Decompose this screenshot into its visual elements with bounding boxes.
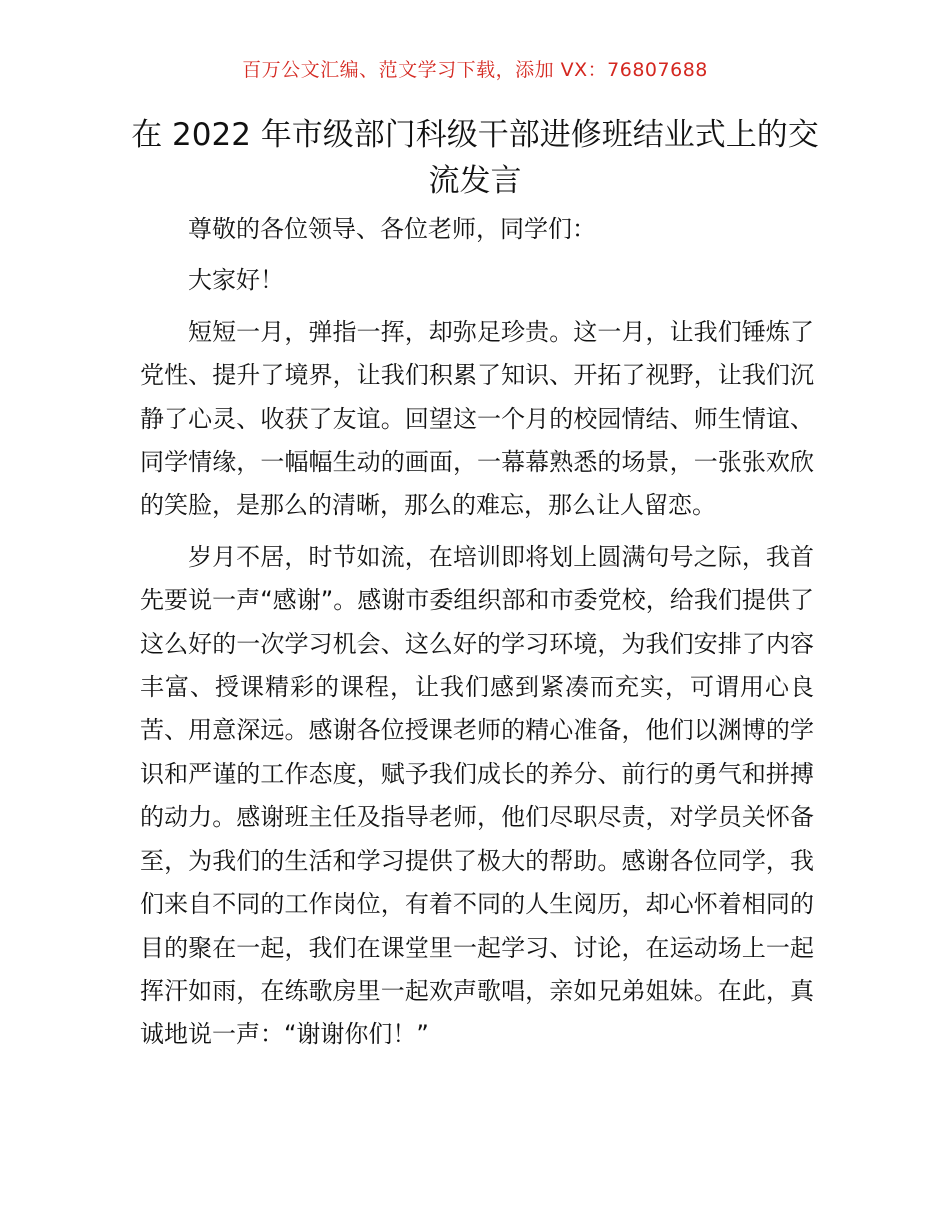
- salutation: 尊敬的各位领导、各位老师，同学们：: [188, 215, 596, 243]
- watermark-header: 百万公文汇编、范文学习下载，添加 VX：76807688: [242, 59, 708, 81]
- document-title: 在 2022 年市级部门科级干部进修班结业式上的交流发言: [131, 117, 819, 199]
- paragraph: 短短一月，弹指一挥，却弥足珍贵。这一月，让我们锤炼了党性、提升了境界，让我们积累了知识、开拓了视野，让我们沉静了心灵、收获了友谊。回望这一个月的校园情结、师生情谊、同学情缘，一幅幅生动的画面，一幕幕熟悉的场景，一张张欢欣的笑脸，是那么的清晰，那么的难忘，那么让人留恋。: [140, 317, 814, 520]
- paragraph: 岁月不居，时节如流，在培训即将划上圆满句号之际，我首先要说一声“感谢”。感谢市委组织部和市委党校，给我们提供了这么好的一次学习机会、这么好的学习环境，为我们安排了内容丰富、授课精彩的课程，让我们感到紧凑而充实，可谓用心良苦、用意深远。感谢各位授课老师的精心准备，他们以渊博的学识和严谨的工作态度，赋予我们成长的养分、前行的勇气和拼搏的动力。感谢班主任及指导老师，他们尽职尽责，对学员关怀备至，为我们的生活和学习提供了极大的帮助。感谢各位同学，我们来自不同的工作岗位，有着不同的人生阅历，却心怀着相同的目的聚在一起，我们在课堂里一起学习、讨论，在运动场上一起挥汗如雨，在练歌房里一起欢声歌唱，亲如兄弟姐妹。在此，真诚地说一声：“谢谢你们！”: [140, 542, 814, 1049]
- greeting: 大家好！: [188, 266, 284, 295]
- document-body: [140, 208, 814, 1057]
